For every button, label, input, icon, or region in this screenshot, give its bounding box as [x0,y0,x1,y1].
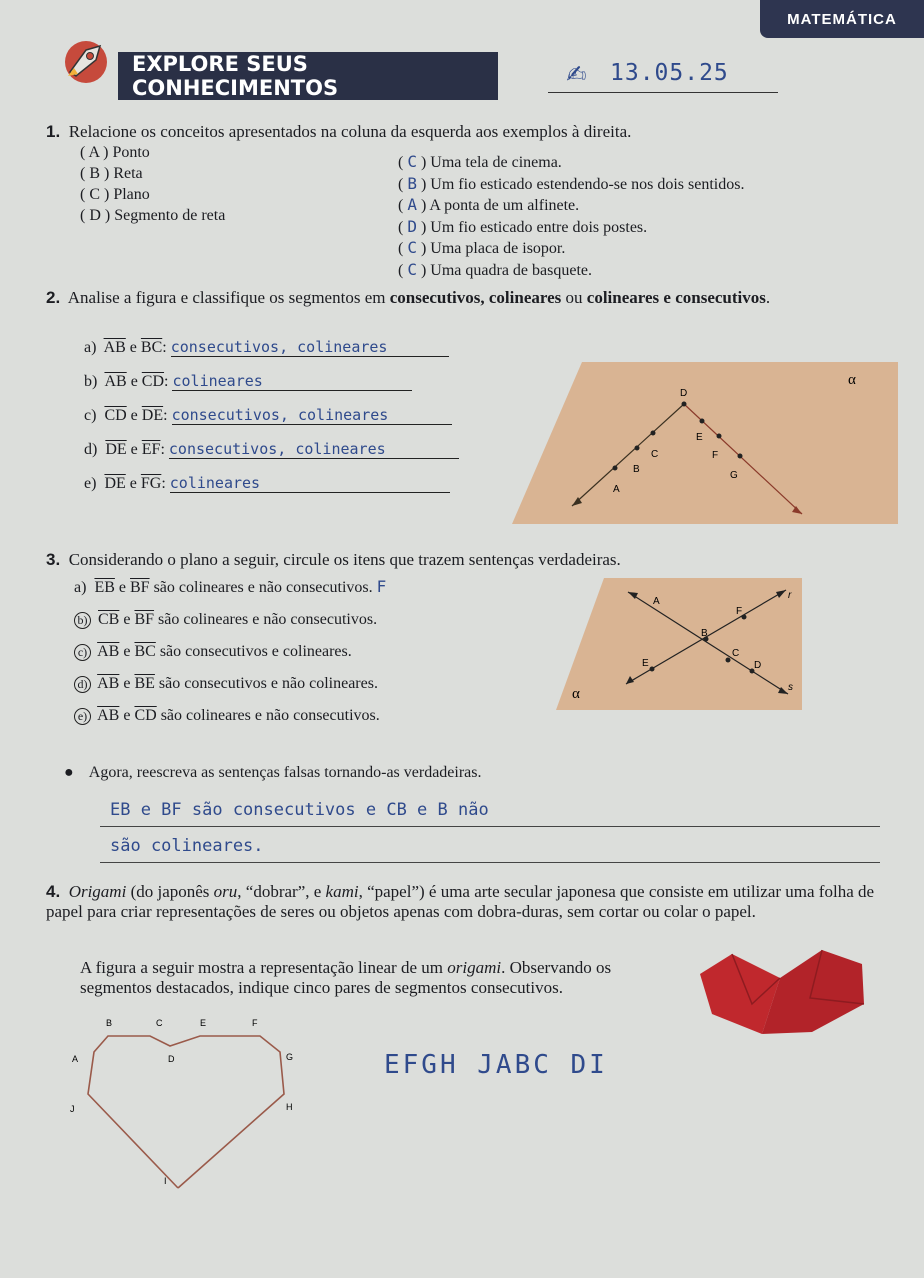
point-h-label: H [286,1102,293,1112]
point-d [682,402,687,407]
answer-rule [100,826,880,827]
q1-left-item: ( C ) Plano [80,186,150,203]
point-e-label: E [696,432,703,443]
point-e-label: E [642,658,649,669]
point-b-label: B [633,464,640,475]
handwritten-date: 13.05.25 [610,60,729,86]
q2-item-d: d) $\overline{DE}$ e $\overline{EF}$: consecutivos, colineares [84,440,459,474]
plane-alpha [556,578,802,710]
q1-right-column [398,152,744,281]
q2-items [84,338,459,508]
point-b-label: B [106,1018,113,1028]
q1-left-item: ( B ) Reta [80,165,143,182]
q3-rewrite-prompt: ● Agora, reescreva as sentenças falsas tornando-as verdadeiras. [64,764,482,781]
line-r-label: r [788,590,792,601]
q4-handwritten-answer: EFGH JABC DI [384,1050,608,1080]
q3-rewrite-line-2: são colineares. [110,836,264,856]
q1-number: 1. [46,122,61,141]
q3-figure [556,576,802,717]
point-e [650,667,655,672]
point-b-label: B [701,628,708,639]
point-d-label: D [680,388,688,399]
origami-right-half [762,950,864,1034]
heart-segments-figure [60,1012,310,1207]
rocket-icon [56,38,118,89]
q2-item-c: c) $\overline{CD}$ e $\overline{DE}$: consecutivos, colineares [84,406,459,440]
answer-rule [100,862,880,863]
q1-left-item: ( A ) Ponto [80,144,150,161]
point-a-label: A [653,596,660,607]
q1-right-item: ( D ) Um fio esticado entre dois postes. [398,216,648,236]
q1-left-column [80,142,225,226]
q3-items [74,571,386,732]
q1-right-item: ( C ) Uma tela de cinema. [398,152,562,171]
point-e-label: E [200,1018,207,1028]
signature-mark: ✍ [566,52,587,92]
section-title: EXPLORE SEUS CONHECIMENTOS [118,52,498,100]
q1-right-item: ( A ) A ponta de um alfinete. [398,195,580,214]
q1-right-item: ( C ) Uma quadra de basquete. [398,259,593,279]
point-c-label: C [651,449,659,460]
point-c-label: C [156,1018,163,1028]
heart-outline [88,1036,284,1188]
point-i-label: I [164,1176,167,1186]
point-b [635,446,640,451]
point-g [738,454,743,459]
q3-item-c: c) $\overline{AB}$ e $\overline{BC}$ são consecutivos e colineares. [74,636,386,668]
point-c [651,431,656,436]
point-d-label: D [168,1054,175,1064]
q2-item-a: a) $\overline{AB}$ e $\overline{BC}$: consecutivos, colineares [84,338,459,372]
point-a-label: A [613,484,620,495]
q1-right-item: ( C ) Uma placa de isopor. [398,238,566,257]
point-a-label: A [72,1054,79,1064]
q2-prompt: 2. Analise a figura e classifique os segmentos em consecutivos, colineares ou colineares e consecutivos. [46,288,771,307]
q3-item-a: a) $\overline{EB}$ e $\overline{BF}$ são colineares e não consecutivos. F [74,577,387,596]
point-j-label: J [70,1104,75,1114]
q2-figure [512,360,898,531]
point-f-label: F [252,1018,258,1028]
point-f [742,615,747,620]
q1-left-item: ( D ) Segmento de reta [80,207,226,224]
point-d-label: D [754,660,762,671]
point-c-label: C [732,648,740,659]
point-g-label: G [286,1052,294,1062]
line-s-label: s [788,682,793,693]
q3-item-e: e) $\overline{AB}$ e $\overline{CD}$ são colineares e não consecutivos. [74,700,386,732]
date-line [548,92,778,93]
q2-item-b: b) $\overline{AB}$ e $\overline{CD}$: colineares [84,372,459,406]
plane-label: α [572,686,580,702]
point-e [700,419,705,424]
origami-heart-image [692,944,868,1045]
q1-prompt: 1. Relacione os conceitos apresentados na coluna da esquerda aos exemplos à direita. [46,122,632,141]
q3-rewrite-line-1: EB e BF são consecutivos e CB e B não [110,800,489,820]
q3-prompt: 3. Considerando o plano a seguir, circule os itens que trazem sentenças verdadeiras. [46,550,621,569]
plane-alpha [512,362,898,524]
q3-item-d: d) $\overline{AB}$ e $\overline{BE}$ são consecutivos e não colineares. [74,668,386,700]
q1-right-item: ( B ) Um fio esticado estendendo-se nos dois sentidos. [398,173,745,193]
point-a [613,466,618,471]
point-c [726,658,731,663]
q3-item-b: b) $\overline{CB}$ e $\overline{BF}$ são colineares e não consecutivos. [74,604,386,636]
point-f-label: F [712,450,719,461]
q2-item-e: e) $\overline{DE}$ e $\overline{FG}$: colineares [84,474,459,508]
point-g-label: G [730,470,738,481]
point-f [717,434,722,439]
q4-paragraph-1: 4. Origami (do japonês oru, “dobrar”, e kami, “papel”) é uma arte secular japonesa que consiste em utilizar uma folha de papel para criar representações de seres ou objetos apenas com dobra-duras, sem cortar ou colar o papel. [46,882,875,921]
bullet-icon: ● [64,764,74,781]
plane-label: α [848,372,856,388]
subject-tag: MATEMÁTICA [760,0,924,38]
q4-paragraph-2: A figura a seguir mostra a representação linear de um origami. Observando os segmentos destacados, indique cinco pares de segmentos consecutivos. [80,958,612,997]
point-f-label: F [736,606,743,617]
